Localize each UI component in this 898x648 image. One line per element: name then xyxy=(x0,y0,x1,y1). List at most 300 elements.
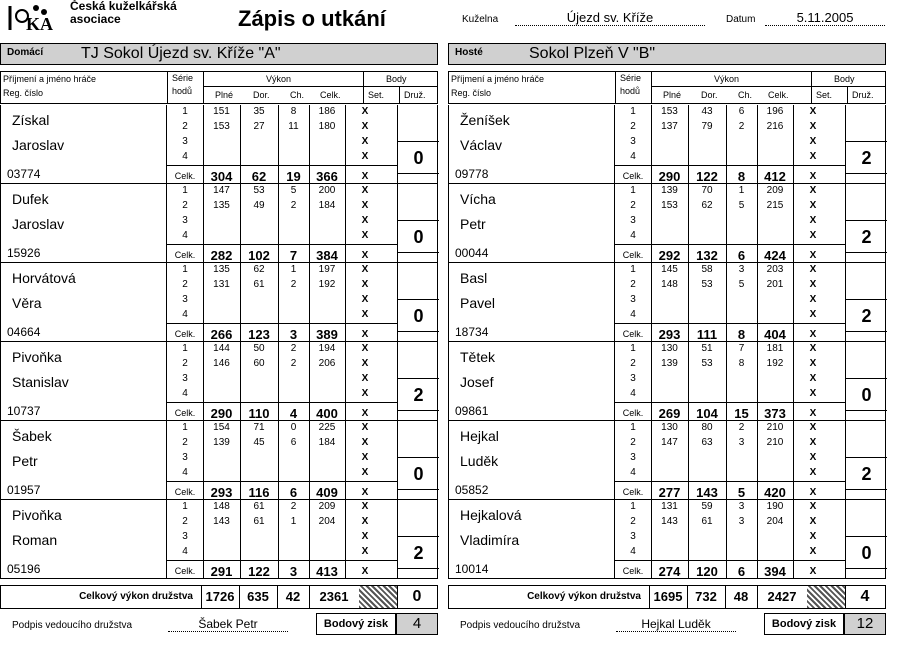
column-divider xyxy=(203,421,204,499)
total-dor: 110 xyxy=(248,406,270,421)
serie-number: 1 xyxy=(182,185,188,196)
header-divider xyxy=(203,86,437,87)
column-divider xyxy=(811,72,812,103)
column-divider xyxy=(309,342,310,420)
dor-value: 43 xyxy=(701,106,713,117)
set-mark: X xyxy=(361,373,369,384)
celk-value: 225 xyxy=(318,422,336,433)
player-block xyxy=(0,184,438,263)
ch-value: 2 xyxy=(738,121,745,132)
serie-number: 1 xyxy=(630,343,636,354)
column-divider xyxy=(757,500,758,578)
set-mark: X xyxy=(361,151,369,162)
column-divider xyxy=(240,500,241,578)
column-divider xyxy=(203,184,204,262)
serie-number: 3 xyxy=(630,373,636,384)
col-body-label: Body xyxy=(386,74,407,84)
column-divider xyxy=(726,184,727,262)
column-divider xyxy=(309,184,310,262)
column-divider xyxy=(651,184,652,262)
header-divider xyxy=(651,86,885,87)
celk-value: 215 xyxy=(766,200,784,211)
set-mark: X xyxy=(361,388,369,399)
team-total-points: 0 xyxy=(412,588,422,605)
total-celk: 420 xyxy=(764,485,786,500)
celk-value: 204 xyxy=(766,516,784,527)
player-reg-number: 05196 xyxy=(7,562,41,576)
set-mark: X xyxy=(361,437,369,448)
serie-row xyxy=(167,500,397,515)
serie-number: 4 xyxy=(182,151,188,162)
player-team-points: 0 xyxy=(397,299,439,332)
serie-row xyxy=(615,135,845,150)
player-reg-number: 05852 xyxy=(455,483,489,497)
player-info xyxy=(1,263,167,342)
set-mark: X xyxy=(809,329,817,340)
serie-row xyxy=(615,515,845,530)
points-gain-label: Bodový zisk xyxy=(316,613,396,635)
player-block xyxy=(448,500,886,579)
total-row xyxy=(167,244,397,263)
player-firstname: Luděk xyxy=(460,453,499,469)
set-mark: X xyxy=(809,487,817,498)
celk-value: 204 xyxy=(318,516,336,527)
points-gain-label: Bodový zisk xyxy=(764,613,844,635)
dor-value: 45 xyxy=(253,437,265,448)
serie-row xyxy=(615,293,845,308)
serie-row xyxy=(167,308,397,323)
col-celk-label: Celk. xyxy=(320,90,341,100)
hatched-cell xyxy=(807,586,845,608)
set-mark: X xyxy=(361,171,369,182)
column-divider xyxy=(278,105,279,183)
ch-value: 7 xyxy=(738,343,745,354)
serie-row xyxy=(615,530,845,545)
total-plne: 293 xyxy=(658,327,681,342)
column-divider xyxy=(793,184,794,262)
venue-value: Újezd sv. Kříže xyxy=(515,10,705,26)
ch-value: 11 xyxy=(288,121,299,132)
set-mark: X xyxy=(809,151,817,162)
serie-number: 4 xyxy=(182,230,188,241)
ch-value: 5 xyxy=(290,185,297,196)
serie-number: 3 xyxy=(182,452,188,463)
dor-value: 62 xyxy=(253,264,265,275)
set-mark: X xyxy=(361,467,369,478)
serie-row xyxy=(615,184,845,199)
celk-value: 206 xyxy=(318,358,336,369)
col-set-label: Set. xyxy=(368,90,385,100)
serie-row xyxy=(167,387,397,402)
set-mark: X xyxy=(809,121,817,132)
player-reg-number: 09861 xyxy=(455,404,489,418)
player-block xyxy=(0,342,438,421)
celk-value: 194 xyxy=(318,343,336,354)
celk-value: 184 xyxy=(318,200,336,211)
dor-value: 70 xyxy=(701,185,713,196)
player-team-points: 2 xyxy=(845,299,887,332)
serie-row xyxy=(615,357,845,372)
total-dor: 102 xyxy=(248,248,270,263)
set-mark: X xyxy=(809,171,817,182)
col-hodu-label: hodů xyxy=(172,86,193,96)
dor-value: 59 xyxy=(701,501,713,512)
set-mark: X xyxy=(809,546,817,557)
col-set-label: Set. xyxy=(816,90,833,100)
set-mark: X xyxy=(809,531,817,542)
serie-row xyxy=(167,357,397,372)
player-reg-number: 15926 xyxy=(7,246,41,260)
column-divider xyxy=(345,421,346,499)
set-mark: X xyxy=(361,329,369,340)
plne-value: 148 xyxy=(661,279,678,290)
serie-row xyxy=(167,436,397,451)
total-celk: 366 xyxy=(316,169,338,184)
col-body-label: Body xyxy=(834,74,855,84)
total-celk: 384 xyxy=(316,248,338,263)
column-divider xyxy=(345,500,346,578)
ch-value: 3 xyxy=(738,437,745,448)
dor-value: 35 xyxy=(253,106,265,117)
org-line1: Česká kuželkářská xyxy=(70,0,177,13)
serie-row xyxy=(167,466,397,481)
column-divider xyxy=(309,500,310,578)
celk-value: 181 xyxy=(766,343,784,354)
player-reg-number: 01957 xyxy=(7,483,41,497)
plne-value: 131 xyxy=(213,279,230,290)
serie-number: 1 xyxy=(630,501,636,512)
set-mark: X xyxy=(809,309,817,320)
total-ch: 3 xyxy=(289,564,298,579)
column-divider xyxy=(309,586,310,608)
set-mark: X xyxy=(361,136,369,147)
column-divider xyxy=(793,342,794,420)
plne-value: 139 xyxy=(661,185,678,196)
col-dor-label: Dor. xyxy=(701,90,718,100)
col-ch-label: Ch. xyxy=(290,90,305,100)
column-divider xyxy=(345,105,346,183)
column-divider xyxy=(240,421,241,499)
player-block xyxy=(448,342,886,421)
col-druz-label: Druž. xyxy=(404,90,426,100)
total-plne: 277 xyxy=(658,485,681,500)
column-divider xyxy=(688,421,689,499)
team-section xyxy=(448,0,886,605)
dor-value: 53 xyxy=(253,185,265,196)
column-divider xyxy=(757,421,758,499)
set-mark: X xyxy=(809,264,817,275)
team-side-label: Hosté xyxy=(455,47,483,58)
player-info xyxy=(449,342,615,421)
column-divider xyxy=(726,263,727,341)
serie-number: 2 xyxy=(182,121,188,132)
column-divider xyxy=(203,500,204,578)
ch-value: 0 xyxy=(290,422,297,433)
column-divider xyxy=(651,263,652,341)
ch-value: 6 xyxy=(290,437,297,448)
set-mark: X xyxy=(809,422,817,433)
total-row xyxy=(615,165,845,184)
dor-value: 49 xyxy=(253,200,265,211)
set-mark: X xyxy=(809,279,817,290)
plne-value: 143 xyxy=(661,516,678,527)
total-ch: 8 xyxy=(737,169,746,184)
column-divider xyxy=(240,105,241,183)
leader-signature: Šabek Petr xyxy=(168,617,288,632)
set-mark: X xyxy=(361,516,369,527)
set-mark: X xyxy=(361,106,369,117)
serie-row xyxy=(167,342,397,357)
dor-value: 61 xyxy=(701,516,713,527)
serie-number: 2 xyxy=(630,279,636,290)
serie-row xyxy=(615,308,845,323)
serie-row xyxy=(167,530,397,545)
total-plne: 290 xyxy=(658,169,681,184)
player-firstname: Petr xyxy=(460,216,486,232)
team-total-plne: 1726 xyxy=(205,589,235,604)
serie-row xyxy=(167,135,397,150)
set-mark: X xyxy=(361,501,369,512)
serie-row xyxy=(615,387,845,402)
plne-value: 148 xyxy=(213,501,230,512)
ch-value: 2 xyxy=(290,343,297,354)
svg-text:KA: KA xyxy=(26,14,53,32)
set-mark: X xyxy=(809,358,817,369)
celk-value: 192 xyxy=(318,279,336,290)
celk-value: 197 xyxy=(318,264,336,275)
player-surname: Pivoňka xyxy=(12,507,62,523)
celk-value: 200 xyxy=(318,185,336,196)
set-mark: X xyxy=(809,408,817,419)
dor-value: 61 xyxy=(253,516,265,527)
total-celk: 412 xyxy=(764,169,786,184)
column-divider xyxy=(793,263,794,341)
player-team-points: 0 xyxy=(397,141,439,174)
total-plne: 269 xyxy=(658,406,681,421)
player-team-points: 0 xyxy=(397,457,439,490)
serie-row xyxy=(615,451,845,466)
player-info xyxy=(449,500,615,579)
set-mark: X xyxy=(361,408,369,419)
set-mark: X xyxy=(361,422,369,433)
total-ch: 6 xyxy=(289,485,298,500)
serie-number: 3 xyxy=(182,531,188,542)
plne-value: 144 xyxy=(213,343,230,354)
plne-value: 135 xyxy=(213,264,230,275)
total-label: Celk. xyxy=(174,329,196,339)
serie-number: 3 xyxy=(182,294,188,305)
total-dor: 123 xyxy=(248,327,270,342)
plne-value: 145 xyxy=(661,264,678,275)
player-firstname: Jaroslav xyxy=(12,137,65,153)
col-dor-label: Dor. xyxy=(253,90,270,100)
plne-value: 154 xyxy=(213,422,230,433)
column-divider xyxy=(793,105,794,183)
serie-row xyxy=(615,278,845,293)
serie-row xyxy=(167,421,397,436)
column-divider xyxy=(309,263,310,341)
column-divider xyxy=(725,586,726,608)
serie-number: 1 xyxy=(182,501,188,512)
serie-number: 3 xyxy=(630,294,636,305)
player-surname: Basl xyxy=(460,270,488,286)
column-divider xyxy=(651,500,652,578)
total-plne: 292 xyxy=(658,248,681,263)
celk-value: 184 xyxy=(318,437,336,448)
set-mark: X xyxy=(809,230,817,241)
team-total-celk: 2427 xyxy=(767,589,797,604)
player-team-points: 2 xyxy=(845,141,887,174)
set-mark: X xyxy=(361,487,369,498)
total-ch: 7 xyxy=(289,248,298,263)
dor-value: 58 xyxy=(701,264,713,275)
player-firstname: Pavel xyxy=(460,295,496,311)
set-mark: X xyxy=(809,516,817,527)
ch-value: 5 xyxy=(738,279,745,290)
column-divider xyxy=(651,342,652,420)
total-plne: 266 xyxy=(210,327,233,342)
serie-number: 2 xyxy=(630,358,636,369)
venue-label: Kuželna xyxy=(462,14,499,25)
col-serie-label: Série xyxy=(172,73,194,83)
total-row xyxy=(615,481,845,500)
player-block xyxy=(448,105,886,184)
set-mark: X xyxy=(809,343,817,354)
serie-row xyxy=(615,545,845,560)
column-divider xyxy=(278,184,279,262)
team-total-ch: 42 xyxy=(285,589,301,604)
plne-value: 135 xyxy=(213,200,230,211)
serie-number: 2 xyxy=(630,200,636,211)
player-firstname: Roman xyxy=(12,532,58,548)
date-value: 5.11.2005 xyxy=(765,10,885,26)
team-header xyxy=(0,43,438,65)
column-divider xyxy=(167,72,168,103)
dor-value: 61 xyxy=(253,279,265,290)
team-total-label: Celkový výkon družstva xyxy=(79,591,193,602)
serie-row xyxy=(167,372,397,387)
player-team-points: 0 xyxy=(397,220,439,253)
set-mark: X xyxy=(361,452,369,463)
total-dor: 116 xyxy=(248,485,270,500)
plne-value: 147 xyxy=(661,437,678,448)
set-mark: X xyxy=(361,121,369,132)
column-divider xyxy=(757,105,758,183)
column-divider xyxy=(688,342,689,420)
total-row xyxy=(615,323,845,342)
total-celk: 413 xyxy=(316,564,338,579)
serie-row xyxy=(167,263,397,278)
total-label: Celk. xyxy=(622,171,644,181)
set-mark: X xyxy=(361,309,369,320)
ch-value: 2 xyxy=(290,358,297,369)
col-serie-label: Série xyxy=(620,73,642,83)
set-mark: X xyxy=(361,358,369,369)
dor-value: 62 xyxy=(701,200,713,211)
set-mark: X xyxy=(809,215,817,226)
total-dor: 111 xyxy=(696,327,718,342)
serie-row xyxy=(615,436,845,451)
celk-value: 209 xyxy=(766,185,784,196)
player-firstname: Vladimíra xyxy=(460,532,520,548)
total-label: Celk. xyxy=(174,566,196,576)
celk-value: 186 xyxy=(318,106,336,117)
serie-row xyxy=(615,229,845,244)
set-mark: X xyxy=(361,200,369,211)
serie-row xyxy=(615,372,845,387)
celk-value: 201 xyxy=(766,279,784,290)
column-divider xyxy=(757,263,758,341)
team-total-dor: 732 xyxy=(695,589,717,604)
serie-row xyxy=(167,150,397,165)
serie-number: 4 xyxy=(630,230,636,241)
celk-value: 209 xyxy=(318,501,336,512)
column-divider xyxy=(278,500,279,578)
column-divider xyxy=(203,342,204,420)
serie-number: 1 xyxy=(182,343,188,354)
player-info xyxy=(1,421,167,500)
set-mark: X xyxy=(809,467,817,478)
serie-number: 2 xyxy=(182,437,188,448)
col-reg-label: Reg. číslo xyxy=(3,88,44,98)
total-plne: 304 xyxy=(210,169,233,184)
serie-number: 4 xyxy=(630,467,636,478)
celk-value: 210 xyxy=(766,437,784,448)
plne-value: 131 xyxy=(661,501,678,512)
set-mark: X xyxy=(361,250,369,261)
col-vykon-label: Výkon xyxy=(266,74,292,84)
ch-value: 1 xyxy=(738,185,745,196)
total-label: Celk. xyxy=(622,329,644,339)
col-player-label: Příjmení a jméno hráče xyxy=(3,74,97,84)
serie-number: 1 xyxy=(630,422,636,433)
team-header xyxy=(448,43,886,65)
player-firstname: Stanislav xyxy=(12,374,69,390)
total-label: Celk. xyxy=(174,408,196,418)
col-vykon-label: Výkon xyxy=(714,74,740,84)
column-divider xyxy=(203,105,204,183)
column-divider xyxy=(278,263,279,341)
serie-number: 3 xyxy=(182,373,188,384)
team-totals xyxy=(448,585,886,609)
column-divider xyxy=(239,586,240,608)
total-plne: 282 xyxy=(210,248,233,263)
column-divider xyxy=(363,72,364,103)
ch-value: 2 xyxy=(290,279,297,290)
serie-number: 3 xyxy=(630,452,636,463)
serie-row xyxy=(167,451,397,466)
total-celk: 389 xyxy=(316,327,338,342)
leader-signature: Hejkal Luděk xyxy=(616,617,736,632)
col-reg-label: Reg. číslo xyxy=(451,88,492,98)
ch-value: 3 xyxy=(738,516,745,527)
column-divider xyxy=(688,500,689,578)
column-divider xyxy=(726,421,727,499)
set-mark: X xyxy=(361,546,369,557)
column-divider xyxy=(757,342,758,420)
total-label: Celk. xyxy=(622,250,644,260)
serie-row xyxy=(167,184,397,199)
player-surname: Hejkalová xyxy=(460,507,522,523)
dor-value: 51 xyxy=(701,343,713,354)
column-divider xyxy=(687,586,688,608)
serie-row xyxy=(615,342,845,357)
team-total-dor: 635 xyxy=(247,589,269,604)
team-totals xyxy=(0,585,438,609)
plne-value: 143 xyxy=(213,516,230,527)
serie-number: 4 xyxy=(630,309,636,320)
player-team-points: 0 xyxy=(845,378,887,411)
